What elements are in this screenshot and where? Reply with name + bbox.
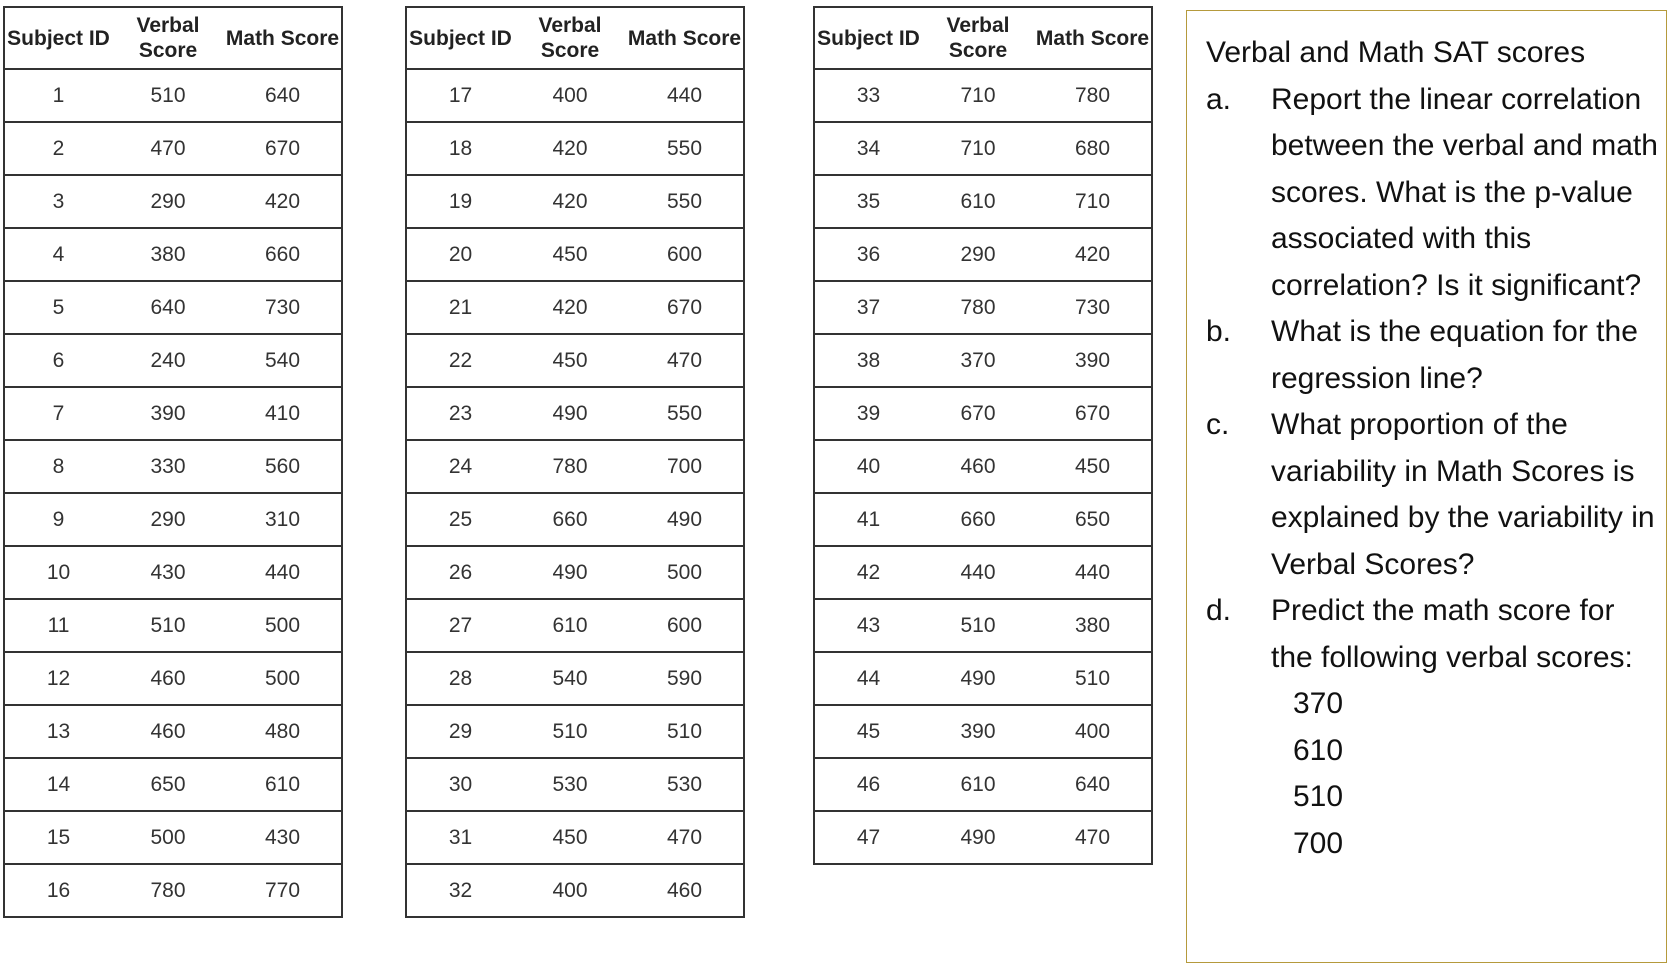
table-row bbox=[406, 758, 744, 811]
math-score-cell: 400 bbox=[1034, 705, 1152, 758]
table-row bbox=[814, 175, 1152, 228]
math-score-cell: 500 bbox=[626, 546, 744, 599]
math-score-cell: 730 bbox=[1034, 281, 1152, 334]
subject-id-cell: 36 bbox=[814, 228, 922, 281]
subject-id-cell: 11 bbox=[4, 599, 112, 652]
math-score-cell: 380 bbox=[1034, 599, 1152, 652]
subject-id-cell: 33 bbox=[814, 69, 922, 122]
subject-id-cell: 37 bbox=[814, 281, 922, 334]
question-a bbox=[1206, 77, 1666, 310]
table-row bbox=[406, 175, 744, 228]
verbal-score-cell: 420 bbox=[514, 122, 626, 175]
math-score-cell: 600 bbox=[626, 599, 744, 652]
math-score-cell: 550 bbox=[626, 387, 744, 440]
math-score-cell: 450 bbox=[1034, 440, 1152, 493]
verbal-score-cell: 640 bbox=[112, 281, 224, 334]
table-row bbox=[4, 175, 342, 228]
questions-title: Verbal and Math SAT scores bbox=[1206, 36, 1586, 69]
math-score-cell: 410 bbox=[224, 387, 342, 440]
subject-id-cell: 14 bbox=[4, 758, 112, 811]
math-score-cell: 550 bbox=[626, 175, 744, 228]
math-score-cell: 510 bbox=[1034, 652, 1152, 705]
math-score-cell: 710 bbox=[1034, 175, 1152, 228]
scores-table-3 bbox=[813, 6, 1153, 865]
math-score-cell: 440 bbox=[1034, 546, 1152, 599]
verbal-score-cell: 650 bbox=[112, 758, 224, 811]
verbal-score-cell: 450 bbox=[514, 811, 626, 864]
table-row bbox=[814, 705, 1152, 758]
table-row bbox=[4, 281, 342, 334]
subject-id-cell: 28 bbox=[406, 652, 514, 705]
math-score-cell: 390 bbox=[1034, 334, 1152, 387]
verbal-score-cell: 500 bbox=[112, 811, 224, 864]
table-row bbox=[406, 546, 744, 599]
verbal-score-cell: 390 bbox=[922, 705, 1034, 758]
subject-id-cell: 4 bbox=[4, 228, 112, 281]
table-row bbox=[814, 228, 1152, 281]
table-row bbox=[4, 652, 342, 705]
table-row bbox=[4, 546, 342, 599]
verbal-score-cell: 510 bbox=[514, 705, 626, 758]
subject-id-cell: 16 bbox=[4, 864, 112, 917]
verbal-score-cell: 430 bbox=[112, 546, 224, 599]
verbal-score-cell: 420 bbox=[514, 175, 626, 228]
table-row bbox=[406, 493, 744, 546]
table-row bbox=[4, 69, 342, 122]
math-score-cell: 660 bbox=[224, 228, 342, 281]
verbal-score-cell: 440 bbox=[922, 546, 1034, 599]
verbal-score-cell: 400 bbox=[514, 864, 626, 917]
table-row bbox=[814, 387, 1152, 440]
subject-id-cell: 43 bbox=[814, 599, 922, 652]
table-row bbox=[4, 705, 342, 758]
subject-id-cell: 45 bbox=[814, 705, 922, 758]
table-row bbox=[814, 334, 1152, 387]
subject-id-cell: 26 bbox=[406, 546, 514, 599]
subject-id-cell: 42 bbox=[814, 546, 922, 599]
verbal-score-cell: 290 bbox=[922, 228, 1034, 281]
table-row bbox=[406, 228, 744, 281]
math-score-cell: 470 bbox=[1034, 811, 1152, 864]
math-score-cell: 780 bbox=[1034, 69, 1152, 122]
table-row bbox=[4, 228, 342, 281]
math-score-cell: 310 bbox=[224, 493, 342, 546]
verbal-score-cell: 330 bbox=[112, 440, 224, 493]
table-row bbox=[406, 864, 744, 917]
table-row bbox=[814, 811, 1152, 864]
subject-id-cell: 34 bbox=[814, 122, 922, 175]
verbal-score-cell: 390 bbox=[112, 387, 224, 440]
table-row bbox=[814, 122, 1152, 175]
question-letter: a. bbox=[1206, 82, 1232, 116]
subject-id-cell: 2 bbox=[4, 122, 112, 175]
verbal-score-cell: 780 bbox=[112, 864, 224, 917]
subject-id-cell: 27 bbox=[406, 599, 514, 652]
subject-id-cell: 38 bbox=[814, 334, 922, 387]
subject-id-cell: 13 bbox=[4, 705, 112, 758]
math-score-cell: 730 bbox=[224, 281, 342, 334]
math-score-cell: 610 bbox=[224, 758, 342, 811]
table-row bbox=[814, 493, 1152, 546]
table-row bbox=[406, 281, 744, 334]
table-row bbox=[406, 652, 744, 705]
table-row bbox=[4, 122, 342, 175]
subject-id-cell: 23 bbox=[406, 387, 514, 440]
question-text: What is the equation for the regression line? bbox=[1271, 315, 1638, 395]
math-score-cell: 540 bbox=[224, 334, 342, 387]
table-header-row bbox=[406, 7, 744, 69]
table-row bbox=[4, 758, 342, 811]
verbal-score-cell: 290 bbox=[112, 493, 224, 546]
verbal-score-cell: 240 bbox=[112, 334, 224, 387]
verbal-score-cell: 400 bbox=[514, 69, 626, 122]
verbal-score-cell: 450 bbox=[514, 228, 626, 281]
verbal-score-cell: 610 bbox=[514, 599, 626, 652]
math-score-cell: 770 bbox=[224, 864, 342, 917]
question-letter: b. bbox=[1206, 315, 1232, 348]
subject-id-cell: 32 bbox=[406, 864, 514, 917]
math-score-cell: 670 bbox=[224, 122, 342, 175]
subject-id-header: Subject ID bbox=[814, 7, 922, 69]
verbal-score-cell: 660 bbox=[922, 493, 1034, 546]
verbal-score-cell: 460 bbox=[112, 652, 224, 705]
verbal-score-cell: 660 bbox=[514, 493, 626, 546]
question-letter: c. bbox=[1206, 408, 1230, 441]
math-score-cell: 590 bbox=[626, 652, 744, 705]
math-score-header: Math Score bbox=[224, 7, 342, 69]
table-row bbox=[4, 387, 342, 440]
subject-id-cell: 15 bbox=[4, 811, 112, 864]
table-row bbox=[4, 599, 342, 652]
verbal-score-cell: 540 bbox=[514, 652, 626, 705]
math-score-cell: 530 bbox=[626, 758, 744, 811]
subject-id-header: Subject ID bbox=[4, 7, 112, 69]
verbal-score-cell: 510 bbox=[112, 599, 224, 652]
table-row bbox=[814, 652, 1152, 705]
math-score-cell: 480 bbox=[224, 705, 342, 758]
table-row bbox=[406, 122, 744, 175]
verbal-score-header: Verbal Score bbox=[922, 7, 1034, 69]
math-score-cell: 640 bbox=[1034, 758, 1152, 811]
subject-id-cell: 18 bbox=[406, 122, 514, 175]
math-score-cell: 670 bbox=[626, 281, 744, 334]
math-score-cell: 650 bbox=[1034, 493, 1152, 546]
verbal-score-item: 700 bbox=[1293, 826, 1344, 860]
subject-id-cell: 21 bbox=[406, 281, 514, 334]
verbal-score-item: 510 bbox=[1293, 780, 1344, 813]
question-text: Predict the math score for the following verbal scores: bbox=[1271, 594, 1633, 674]
verbal-score-cell: 490 bbox=[514, 387, 626, 440]
subject-id-cell: 25 bbox=[406, 493, 514, 546]
math-score-cell: 600 bbox=[626, 228, 744, 281]
subject-id-cell: 6 bbox=[4, 334, 112, 387]
table-header-row bbox=[4, 7, 342, 69]
math-score-cell: 550 bbox=[626, 122, 744, 175]
math-score-cell: 440 bbox=[626, 69, 744, 122]
math-score-cell: 700 bbox=[626, 440, 744, 493]
table-row bbox=[4, 334, 342, 387]
table-row bbox=[406, 69, 744, 122]
subject-id-cell: 24 bbox=[406, 440, 514, 493]
table-row bbox=[814, 758, 1152, 811]
math-score-cell: 440 bbox=[224, 546, 342, 599]
subject-id-cell: 41 bbox=[814, 493, 922, 546]
table-row bbox=[4, 864, 342, 917]
verbal-score-cell: 450 bbox=[514, 334, 626, 387]
math-score-cell: 680 bbox=[1034, 122, 1152, 175]
question-b bbox=[1206, 309, 1666, 402]
subject-id-cell: 7 bbox=[4, 387, 112, 440]
question-letter: d. bbox=[1206, 594, 1232, 627]
subject-id-cell: 17 bbox=[406, 69, 514, 122]
verbal-score-cell: 780 bbox=[922, 281, 1034, 334]
verbal-score-item: 610 bbox=[1293, 733, 1344, 767]
math-score-cell: 500 bbox=[224, 652, 342, 705]
subject-id-cell: 10 bbox=[4, 546, 112, 599]
verbal-score-cell: 370 bbox=[922, 334, 1034, 387]
verbal-score-cell: 420 bbox=[514, 281, 626, 334]
table-row bbox=[4, 440, 342, 493]
math-score-cell: 560 bbox=[224, 440, 342, 493]
table-row bbox=[406, 811, 744, 864]
verbal-score-cell: 470 bbox=[112, 122, 224, 175]
question-text: What proportion of the variability in Math Scores is explained by the variability in Verbal Scores? bbox=[1271, 408, 1655, 581]
table-row bbox=[406, 334, 744, 387]
math-score-cell: 500 bbox=[224, 599, 342, 652]
math-score-cell: 470 bbox=[626, 334, 744, 387]
table-row bbox=[814, 69, 1152, 122]
math-score-cell: 470 bbox=[626, 811, 744, 864]
subject-id-cell: 20 bbox=[406, 228, 514, 281]
verbal-score-cell: 510 bbox=[112, 69, 224, 122]
subject-id-cell: 22 bbox=[406, 334, 514, 387]
verbal-score-cell: 610 bbox=[922, 758, 1034, 811]
verbal-scores-list bbox=[1206, 681, 1666, 867]
questions-panel bbox=[1186, 10, 1667, 963]
subject-id-cell: 39 bbox=[814, 387, 922, 440]
table-row bbox=[814, 599, 1152, 652]
subject-id-cell: 5 bbox=[4, 281, 112, 334]
table-row bbox=[4, 811, 342, 864]
verbal-score-item: 370 bbox=[1293, 687, 1344, 720]
verbal-score-header: Verbal Score bbox=[112, 7, 224, 69]
subject-id-cell: 8 bbox=[4, 440, 112, 493]
subject-id-cell: 30 bbox=[406, 758, 514, 811]
math-score-cell: 670 bbox=[1034, 387, 1152, 440]
math-score-cell: 460 bbox=[626, 864, 744, 917]
question-d bbox=[1206, 588, 1666, 681]
verbal-score-cell: 490 bbox=[514, 546, 626, 599]
subject-id-cell: 47 bbox=[814, 811, 922, 864]
verbal-score-cell: 460 bbox=[112, 705, 224, 758]
table-row bbox=[406, 387, 744, 440]
table-row bbox=[406, 599, 744, 652]
subject-id-cell: 9 bbox=[4, 493, 112, 546]
subject-id-cell: 29 bbox=[406, 705, 514, 758]
subject-id-cell: 40 bbox=[814, 440, 922, 493]
table-row bbox=[4, 493, 342, 546]
verbal-score-cell: 290 bbox=[112, 175, 224, 228]
subject-id-cell: 46 bbox=[814, 758, 922, 811]
verbal-score-cell: 530 bbox=[514, 758, 626, 811]
math-score-header: Math Score bbox=[626, 7, 744, 69]
subject-id-cell: 31 bbox=[406, 811, 514, 864]
math-score-cell: 430 bbox=[224, 811, 342, 864]
verbal-score-cell: 710 bbox=[922, 122, 1034, 175]
subject-id-cell: 12 bbox=[4, 652, 112, 705]
table-row bbox=[814, 440, 1152, 493]
verbal-score-header: Verbal Score bbox=[514, 7, 626, 69]
verbal-score-cell: 490 bbox=[922, 652, 1034, 705]
verbal-score-cell: 510 bbox=[922, 599, 1034, 652]
verbal-score-cell: 710 bbox=[922, 69, 1034, 122]
subject-id-cell: 1 bbox=[4, 69, 112, 122]
verbal-score-cell: 670 bbox=[922, 387, 1034, 440]
table-row bbox=[406, 705, 744, 758]
math-score-cell: 510 bbox=[626, 705, 744, 758]
subject-id-header: Subject ID bbox=[406, 7, 514, 69]
verbal-score-cell: 780 bbox=[514, 440, 626, 493]
table-row bbox=[814, 546, 1152, 599]
table-row bbox=[406, 440, 744, 493]
table-header-row bbox=[814, 7, 1152, 69]
math-score-cell: 640 bbox=[224, 69, 342, 122]
math-score-cell: 490 bbox=[626, 493, 744, 546]
subject-id-cell: 35 bbox=[814, 175, 922, 228]
question-c bbox=[1206, 402, 1666, 588]
verbal-score-cell: 610 bbox=[922, 175, 1034, 228]
question-text: Report the linear correlation between the verbal and math scores. What is the p-value associated with this correlation? Is it significant? bbox=[1271, 82, 1658, 302]
scores-table-2 bbox=[405, 6, 745, 918]
math-score-cell: 420 bbox=[1034, 228, 1152, 281]
subject-id-cell: 44 bbox=[814, 652, 922, 705]
subject-id-cell: 3 bbox=[4, 175, 112, 228]
verbal-score-cell: 380 bbox=[112, 228, 224, 281]
verbal-score-cell: 460 bbox=[922, 440, 1034, 493]
math-score-header: Math Score bbox=[1034, 7, 1152, 69]
verbal-score-cell: 490 bbox=[922, 811, 1034, 864]
table-row bbox=[814, 281, 1152, 334]
math-score-cell: 420 bbox=[224, 175, 342, 228]
scores-table-1 bbox=[3, 6, 343, 918]
subject-id-cell: 19 bbox=[406, 175, 514, 228]
